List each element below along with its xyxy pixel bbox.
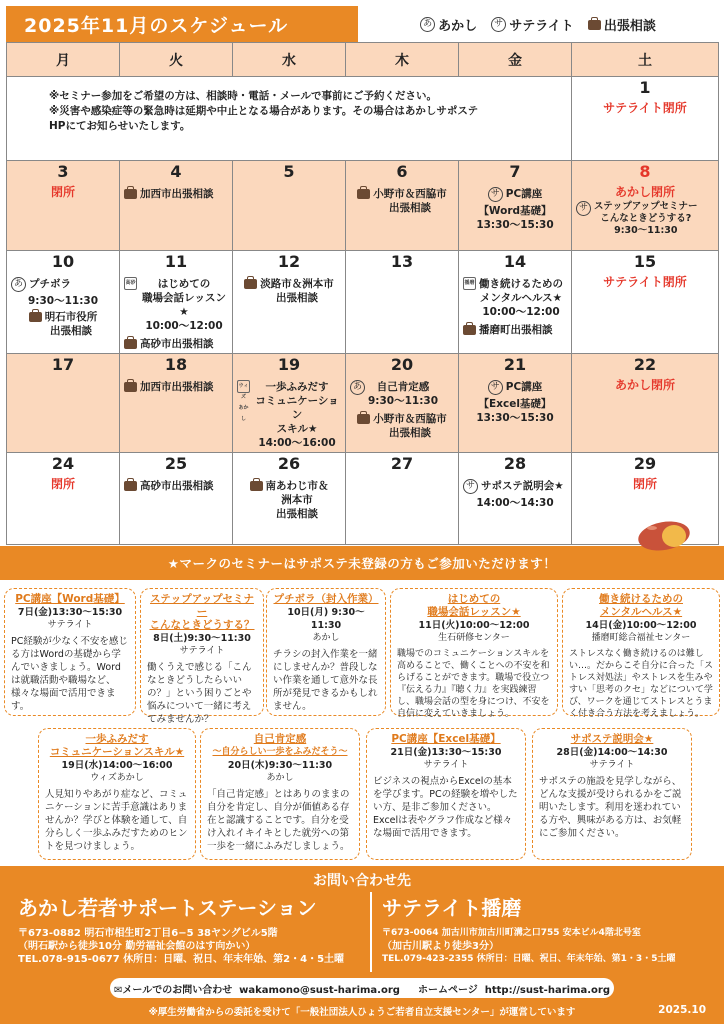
day-cell-20 <box>346 354 459 453</box>
harima-tag-icon: 播磨 <box>463 277 476 290</box>
org-tel: TEL.079-423-2355 休所日：日曜、祝日、年末年始、第1・3・5土曜 <box>382 954 676 964</box>
schedule-header <box>6 6 718 42</box>
event-label: 出張相談 <box>276 508 318 520</box>
day-cell-24 <box>7 453 120 545</box>
day-cell-8 <box>572 161 719 251</box>
calendar-table <box>6 42 719 545</box>
seminar-date: 8日(土)9:30～11:30 <box>153 633 251 644</box>
event-time: 10:00～12:00 <box>482 306 560 318</box>
day-cell-4 <box>120 161 233 251</box>
seminar-banner: ★マークのセミナーはサポステ未登録の方もご参加いただけます！ <box>0 546 724 580</box>
event <box>572 199 718 239</box>
seminar-description: 人見知りやあがり症など、コミュニケーションに苦手意識はありませんか？学びと体験を通して、自分らしく一歩ふみだすためのヒントを見つけましょう。 <box>45 789 188 852</box>
week-row <box>7 354 719 453</box>
event <box>7 308 119 340</box>
event <box>459 378 571 397</box>
divider <box>370 892 372 972</box>
event-label: 職場会話レッスン★ <box>142 292 226 318</box>
briefcase-icon <box>463 325 476 335</box>
event <box>7 275 119 294</box>
event-label: サポステ説明会★ <box>481 480 564 492</box>
event <box>120 335 232 353</box>
day-number: 1 <box>639 78 651 97</box>
seminar-title: 自己肯定感 <box>253 733 307 745</box>
seminar-title: PC講座【Word基礎】 <box>15 593 125 605</box>
weekday-row <box>7 43 719 77</box>
seminar-description: チラシの封入作業を一緒にしませんか？普段しない作業を通して意外な長所が発見できるかもしれません。 <box>273 649 378 712</box>
operator-note: ※厚生労働省からの委託を受けて「一般社団法人ひょうご若者自立支援センター」が運営しています <box>148 1007 576 1018</box>
seminar-title: こんなときどうする？ <box>149 619 255 631</box>
satellite-circle-icon: サ <box>488 187 503 202</box>
seminar-card-conversation <box>390 588 558 719</box>
satellite-circle-icon: サ <box>488 380 503 395</box>
seminar-place: 播磨町総合福祉センター <box>591 633 691 643</box>
day-cell-15 <box>572 251 719 354</box>
seminar-place: サテライト <box>423 760 469 770</box>
seminar-card-puchibora <box>266 588 386 716</box>
weekday-mon: 月 <box>7 43 120 77</box>
briefcase-icon <box>124 382 137 392</box>
event-label: 播磨町出張相談 <box>479 324 553 336</box>
day-number: 26 <box>277 454 301 473</box>
satellite-circle-icon: サ <box>576 201 591 216</box>
seminar-title: メンタルヘルス★ <box>599 606 683 618</box>
day-cell-17 <box>7 354 120 453</box>
seminar-description: 働くうえで感じる「こんなときどうしたらいいの？」という困りごとや悩みについて一緒に考えてみませんか？ <box>147 662 252 725</box>
day-cell-22 <box>572 354 719 453</box>
legend-item-akashi <box>420 15 477 34</box>
closed-label: 閉所 <box>632 477 657 491</box>
org-akashi <box>18 892 344 966</box>
event-label: こんなときどうする? <box>600 213 692 224</box>
event-label: 自己肯定感 <box>376 381 430 393</box>
event <box>459 275 571 321</box>
event <box>120 378 232 396</box>
briefcase-icon <box>29 312 42 322</box>
seminar-title: プチボラ（封入作業） <box>273 593 379 605</box>
seminar-title: コミュニケーションスキル★ <box>49 746 185 758</box>
event <box>459 477 571 496</box>
event-label: 一歩ふみだす <box>265 381 329 393</box>
week-row <box>7 161 719 251</box>
seminar-title: 一歩ふみだす <box>85 733 149 745</box>
day-number: 10 <box>51 252 75 271</box>
event <box>120 185 232 203</box>
event-label: 出張相談 <box>276 292 318 304</box>
day-cell-10 <box>7 251 120 354</box>
org-address: 〒673-0064 加古川市加古川町溝之口755 安本ビル4階北号室 <box>382 928 641 938</box>
seminar-place: 生石研修センター <box>438 633 510 643</box>
day-number: 20 <box>390 355 414 374</box>
notice-line: ※セミナー参加をご希望の方は、相談時・電話・メールで事前にご予約ください。 <box>49 90 437 102</box>
event-label: はじめての <box>157 278 211 290</box>
event-label: PC講座 <box>505 381 543 393</box>
event <box>120 275 232 335</box>
seminar-place: サテライト <box>47 620 93 630</box>
envelope-icon: ✉ <box>114 984 123 996</box>
day-cell-21 <box>459 354 572 453</box>
akashi-circle-icon: あ <box>11 277 26 292</box>
day-cell-27 <box>346 453 459 545</box>
seminar-description: PC経験が少なく不安を感じる方はWordの基礎から学んでいきましょう。Wordは就職活動や職場など、様々な場面で活用できます。 <box>11 636 128 712</box>
day-cell-25 <box>120 453 233 545</box>
seminar-title: 職場会話レッスン★ <box>427 606 521 618</box>
org-name: あかし若者サポートステーション <box>18 896 317 920</box>
event-label: 淡路市＆洲本市 <box>260 278 334 290</box>
event-label: 加西市出張相談 <box>140 381 214 393</box>
mail-address: wakamono@sust-harima.org <box>239 984 400 996</box>
seminar-description: 職場でのコミュニケーションスキルを高めることで、働くことへの不安を和らげることができます。職場で役立つ『伝える力』『聴く力』を実践練習し、職場会話の型を身につけ、不安を自信に変えていきましょう。 <box>397 649 550 719</box>
day-cell-6 <box>346 161 459 251</box>
week-row <box>7 77 719 161</box>
closed-label: あかし閉所 <box>614 378 675 392</box>
event-label: 働き続けるための <box>479 278 563 290</box>
contact-footer <box>0 866 724 1024</box>
seminar-title: ステップアップセミナー <box>150 593 254 618</box>
day-number: 11 <box>164 252 188 271</box>
day-cell-1 <box>572 77 719 161</box>
day-number: 22 <box>633 355 657 374</box>
weekday-tue: 火 <box>120 43 233 77</box>
event-time: 9:30～11:30 <box>614 225 678 236</box>
event-label: 明石市役所 <box>44 311 98 323</box>
day-cell-5 <box>233 161 346 251</box>
day-cell-13 <box>346 251 459 354</box>
event-label: PC講座 <box>505 188 543 200</box>
weekday-fri: 金 <box>459 43 572 77</box>
day-number: 24 <box>51 454 75 473</box>
briefcase-icon <box>124 481 137 491</box>
closed-label: あかし閉所 <box>614 185 675 199</box>
seminar-place: サテライト <box>589 760 635 770</box>
day-cell-12 <box>233 251 346 354</box>
briefcase-icon <box>124 189 137 199</box>
briefcase-icon <box>588 20 601 30</box>
event <box>459 185 571 204</box>
event-time: 9:30～11:30 <box>27 295 99 307</box>
event-time: 9:30～11:30 <box>368 395 439 407</box>
closed-label: サテライト閉所 <box>603 275 687 289</box>
event-label: スキル★ <box>276 423 318 435</box>
org-address: 〒673-0882 明石市相生町2丁目6−5 38ヤングビル5階 <box>18 928 278 939</box>
day-cell-7 <box>459 161 572 251</box>
seminar-description: ビジネスの視点からExcelの基本を学びます。PCの経験を増やしたい方、是非ご参加ください。Excelは表やグラフ作成など様々な場面で活用できます。 <box>373 776 518 839</box>
day-cell-26 <box>233 453 346 545</box>
mail-label: メールでのお問い合わせ <box>122 984 233 996</box>
day-cell-11 <box>120 251 233 354</box>
weekday-wed: 水 <box>233 43 346 77</box>
day-number: 3 <box>57 162 69 181</box>
week-row <box>7 251 719 354</box>
event-label: 出張相談 <box>389 202 431 214</box>
day-number: 21 <box>503 355 527 374</box>
day-number: 7 <box>509 162 521 181</box>
seminar-card-mental <box>562 588 720 719</box>
contact-title: お問い合わせ先 <box>313 873 411 889</box>
event <box>346 185 458 217</box>
seminar-date: 14日(金)10:00～12:00 <box>585 620 697 631</box>
notice-line: HPにてお知らせいたします。 <box>49 120 191 132</box>
day-cell-19 <box>233 354 346 453</box>
seminar-date: 10日(月) 9:30～11:30 <box>287 607 365 631</box>
briefcase-icon <box>357 189 370 199</box>
org-name: サテライト播磨 <box>382 896 522 920</box>
event-subtitle: 【Word基礎】 <box>478 205 552 217</box>
legend-label: 出張相談 <box>603 18 656 34</box>
day-number: 25 <box>164 454 188 473</box>
seminar-card-word <box>4 588 136 716</box>
seminar-date: 11日(火)10:00～12:00 <box>418 620 530 631</box>
day-number: 28 <box>503 454 527 473</box>
event <box>233 477 345 523</box>
event-label: 高砂市出張相談 <box>140 338 214 350</box>
notice-cell <box>7 77 572 161</box>
event-subtitle: 【Excel基礎】 <box>478 398 552 410</box>
seminar-card-stepup <box>140 588 264 725</box>
akashi-circle-icon: あ <box>350 380 365 395</box>
legend-item-satellite <box>491 15 574 34</box>
briefcase-icon <box>124 339 137 349</box>
org-access: （明石駅から徒歩10分 勤労福祉会館のはす向かい） <box>18 941 256 952</box>
legend-label: あかし <box>438 18 478 34</box>
day-cell-28 <box>459 453 572 545</box>
seminar-title: ～自分らしい一歩をふみだそう～ <box>212 747 348 757</box>
akashi-circle-icon: あ <box>420 17 435 32</box>
sweet-potato-icon <box>634 514 696 556</box>
mail-link[interactable] <box>114 981 400 996</box>
legend-item-dispatch <box>588 15 656 34</box>
day-number: 29 <box>633 454 657 473</box>
event <box>459 321 571 339</box>
page-title: 2025年11月のスケジュール <box>6 6 358 42</box>
event-label: 洲本市 <box>281 494 313 506</box>
legend-label: サテライト <box>509 18 574 34</box>
event-label: 南あわじ市＆ <box>265 480 329 492</box>
day-number: 12 <box>277 252 301 271</box>
day-number: 5 <box>283 162 295 181</box>
event-label: 加西市出張相談 <box>140 188 214 200</box>
event-time: 13:30～15:30 <box>476 219 554 231</box>
seminar-title: はじめての <box>447 593 501 605</box>
contact-links <box>110 978 614 998</box>
seminar-place: ウィズあかし <box>90 773 144 783</box>
homepage-link[interactable] <box>418 981 610 996</box>
day-cell-14 <box>459 251 572 354</box>
week-row <box>7 453 719 545</box>
notice <box>7 77 571 134</box>
event <box>346 378 458 410</box>
event-label: ステップアップセミナー <box>594 201 698 212</box>
homepage-url: http://sust-harima.org <box>484 984 610 996</box>
seminar-place: あかし <box>266 773 294 783</box>
issue-date: 2025.10 <box>658 1004 706 1016</box>
day-number: 17 <box>51 355 75 374</box>
day-number: 6 <box>396 162 408 181</box>
seminar-date: 19日(水)14:00～16:00 <box>61 760 173 771</box>
day-number: 18 <box>164 355 188 374</box>
weekday-thu: 木 <box>346 43 459 77</box>
closed-label: 閉所 <box>50 185 75 199</box>
seminar-date: 20日(木)9:30～11:30 <box>227 760 333 771</box>
event-label: 高砂市出張相談 <box>140 480 214 492</box>
event-label: コミュニケーション <box>255 395 339 421</box>
weekday-sat: 土 <box>572 43 719 77</box>
legend <box>358 6 718 42</box>
event <box>233 275 345 307</box>
event-label: 小野市＆西脇市 <box>373 188 447 200</box>
day-number: 8 <box>639 162 651 181</box>
event-time: 14:00～16:00 <box>258 437 336 449</box>
event <box>346 410 458 442</box>
seminar-card-excel <box>366 728 526 860</box>
seminar-description: サポステの施設を見学しながら、どんな支援が受けられるかをご説明いたします。利用を迷われている方や、興味がある方は、お気軽にご参加ください。 <box>539 776 682 839</box>
event-label: 小野市＆西脇市 <box>373 413 447 425</box>
takasago-tag-icon: 高砂 <box>124 277 137 290</box>
day-number: 15 <box>633 252 657 271</box>
seminar-place: サテライト <box>179 646 225 656</box>
seminar-date: 21日(金)13:30～15:30 <box>390 747 502 758</box>
seminar-card-self-esteem <box>200 728 360 860</box>
seminar-description: 「自己肯定感」とはありのままの自分を肯定し、自分が価値ある存在と認識することです。自分を受け入れイキイキとした就労への第一歩を一緒にふみだしましょう。 <box>207 789 350 852</box>
day-number: 14 <box>503 252 527 271</box>
day-number: 27 <box>390 454 414 473</box>
day-cell-3 <box>7 161 120 251</box>
event <box>120 477 232 495</box>
org-access: （加古川駅より徒歩3分） <box>382 941 499 952</box>
org-tel: TEL.078-915-0677 休所日：日曜、祝日、年末年始、第2・4・5土曜 <box>18 954 345 965</box>
seminar-date: 28日(金)14:00～14:30 <box>556 747 668 758</box>
seminar-description: ストレスなく働き続けるのは難しい…。だからこそ自分に合った「ストレス対処法」やストレスを生みやすい「思考のクセ」などについて学び、ワークを通じてストレスとうまく付き合う方法を考えましょう。 <box>569 649 714 719</box>
briefcase-icon <box>357 414 370 424</box>
event-time: 14:00～14:30 <box>476 497 554 509</box>
day-number: 4 <box>170 162 182 181</box>
event-label: メンタルヘルス★ <box>479 292 563 304</box>
event-label: 出張相談 <box>389 427 431 439</box>
day-number: 19 <box>277 355 301 374</box>
event-label: 出張相談 <box>50 325 92 337</box>
event-label: プチボラ <box>29 278 71 290</box>
satellite-circle-icon: サ <box>463 479 478 494</box>
event <box>233 378 345 452</box>
day-number: 13 <box>390 252 414 271</box>
seminar-card-briefing <box>532 728 692 860</box>
with-akashi-tag-icon: ウィズ あかし <box>237 380 250 393</box>
briefcase-icon <box>250 481 263 491</box>
seminar-title: PC講座【Excel基礎】 <box>391 733 501 745</box>
org-harima <box>382 892 675 966</box>
seminar-title: サポステ説明会★ <box>570 733 654 745</box>
briefcase-icon <box>244 279 257 289</box>
notice-line: ※災害や感染症等の緊急時は延期や中止となる場合があります。その場合はあかしサポステ <box>49 105 479 117</box>
seminar-card-communication <box>38 728 196 860</box>
seminar-date: 7日(金)13:30～15:30 <box>17 607 123 618</box>
seminar-title: 働き続けるための <box>599 593 683 605</box>
homepage-label: ホームページ <box>417 984 478 996</box>
event-time: 13:30～15:30 <box>476 412 554 424</box>
seminar-place: あかし <box>312 633 340 643</box>
event-time: 10:00～12:00 <box>145 320 223 332</box>
day-cell-18 <box>120 354 233 453</box>
satellite-circle-icon: サ <box>491 17 506 32</box>
closed-label: サテライト閉所 <box>603 101 687 115</box>
closed-label: 閉所 <box>50 477 75 491</box>
